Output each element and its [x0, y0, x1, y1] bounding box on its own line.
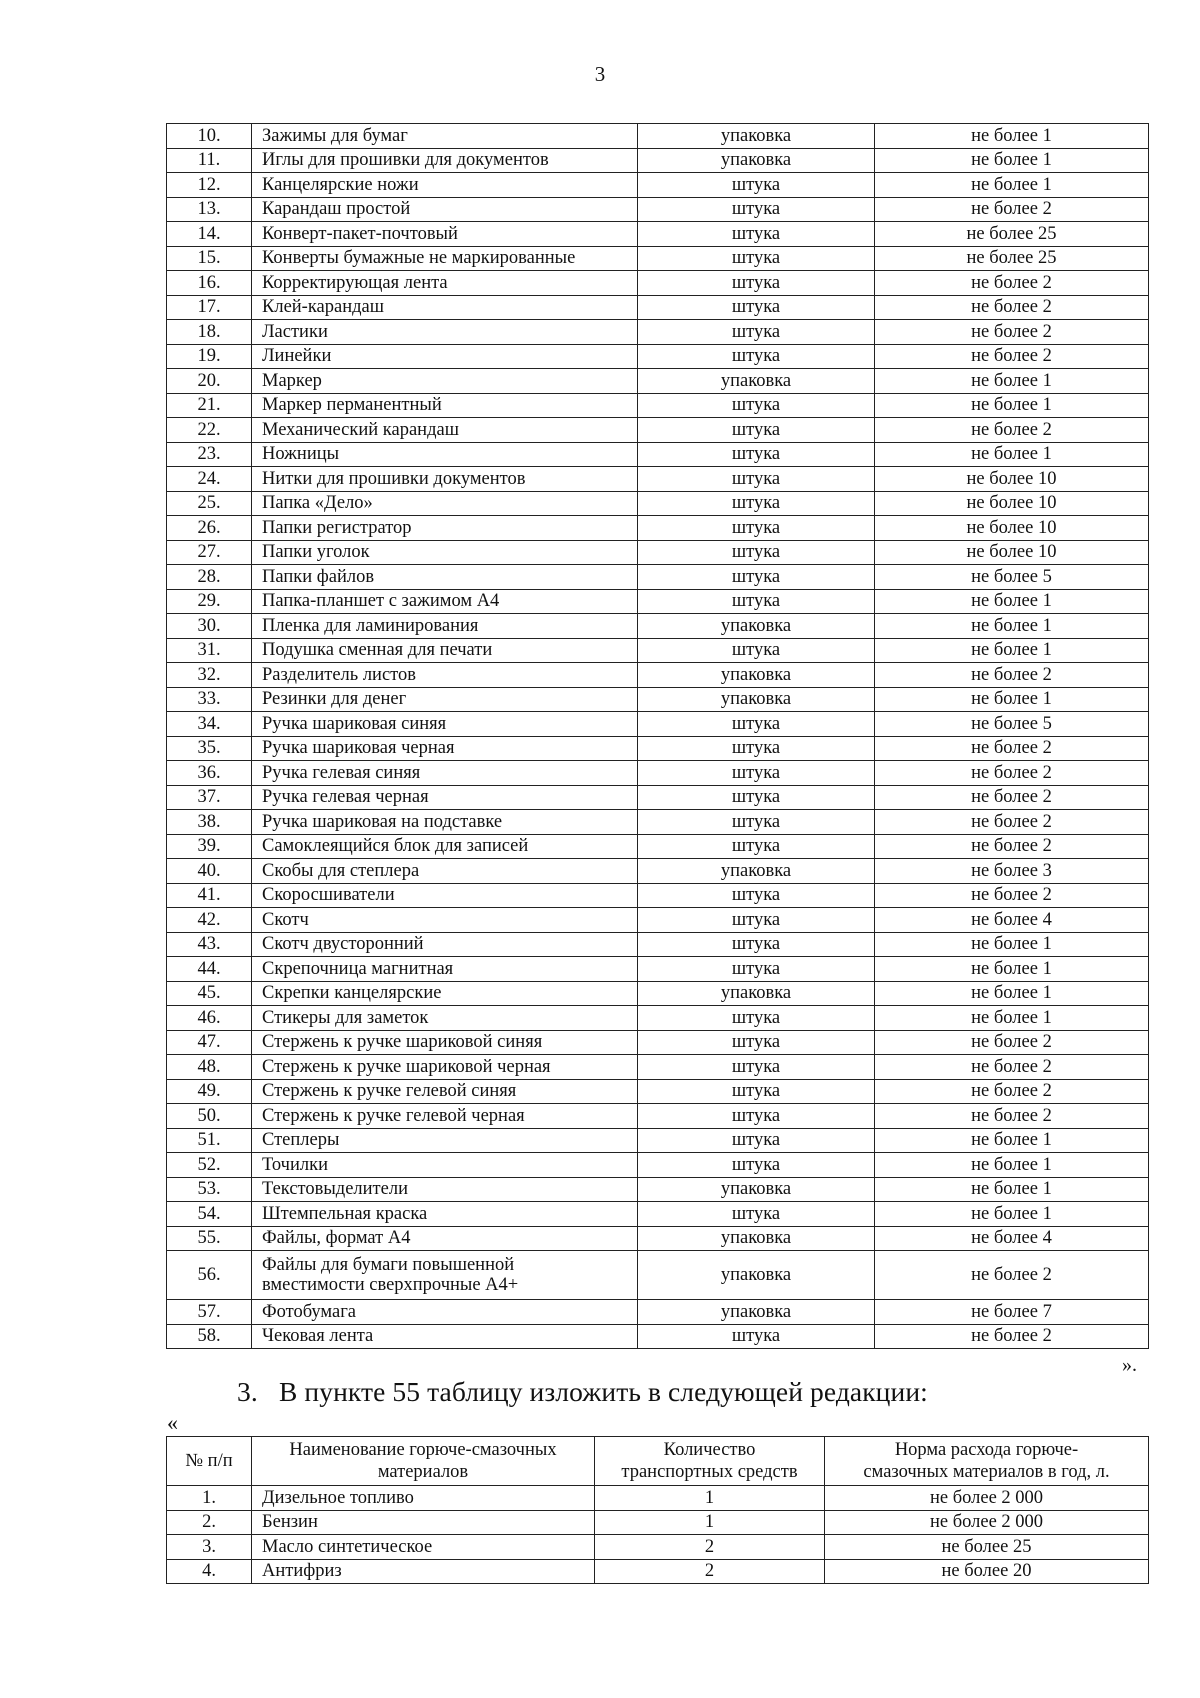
- item-norm: не более 1: [875, 1153, 1149, 1178]
- row-number: 13.: [167, 197, 252, 222]
- table-row: [167, 1177, 1149, 1202]
- item-name: Папки файлов: [252, 565, 638, 590]
- table-row: [167, 393, 1149, 418]
- row-number: 39.: [167, 834, 252, 859]
- item-name: Стержень к ручке гелевой черная: [252, 1104, 638, 1129]
- item-unit: штука: [638, 883, 875, 908]
- item-unit: штука: [638, 1055, 875, 1080]
- item-norm: не более 2: [875, 418, 1149, 443]
- item-name: Текстовыделители: [252, 1177, 638, 1202]
- item-norm: не более 1: [875, 369, 1149, 394]
- item-name: Папка «Дело»: [252, 491, 638, 516]
- item-norm: не более 2: [875, 663, 1149, 688]
- table-row: [167, 1324, 1149, 1349]
- table-row: [167, 271, 1149, 296]
- table-row: [167, 1055, 1149, 1080]
- row-number: 24.: [167, 467, 252, 492]
- table-row: [167, 859, 1149, 884]
- table-row: [167, 540, 1149, 565]
- row-number: 44.: [167, 957, 252, 982]
- item-norm: не более 1: [875, 124, 1149, 149]
- table-row: [167, 565, 1149, 590]
- item-norm: не более 2: [875, 197, 1149, 222]
- item-norm: не более 7: [875, 1300, 1149, 1325]
- item-unit: штука: [638, 1128, 875, 1153]
- item-unit: штука: [638, 491, 875, 516]
- header-norm: [825, 1437, 1149, 1486]
- table-row: [167, 736, 1149, 761]
- item-norm: не более 1: [875, 1202, 1149, 1227]
- fuel-table-header-row: [167, 1437, 1149, 1486]
- item-unit: упаковка: [638, 1300, 875, 1325]
- header-norm-line1: Норма расхода горюче-: [894, 1440, 1079, 1460]
- table-row: [167, 1104, 1149, 1129]
- row-number: 52.: [167, 1153, 252, 1178]
- item-norm: не более 2: [875, 785, 1149, 810]
- item-norm: не более 1: [875, 148, 1149, 173]
- item-name: Иглы для прошивки для документов: [252, 148, 638, 173]
- row-number: 50.: [167, 1104, 252, 1129]
- fuel-name: Антифриз: [252, 1559, 595, 1584]
- item-unit: штука: [638, 712, 875, 737]
- item-unit: упаковка: [638, 124, 875, 149]
- supplies-table: [166, 123, 1149, 1349]
- item-unit: штука: [638, 393, 875, 418]
- table-row: [167, 246, 1149, 271]
- item-name: Ручка шариковая на подставке: [252, 810, 638, 835]
- header-num: № п/п: [167, 1437, 252, 1486]
- table-row: [167, 148, 1149, 173]
- row-number: 21.: [167, 393, 252, 418]
- item-name: Скоросшиватели: [252, 883, 638, 908]
- item-norm: не более 2: [875, 834, 1149, 859]
- table-row: [167, 663, 1149, 688]
- item-name: Ластики: [252, 320, 638, 345]
- item-unit: упаковка: [638, 981, 875, 1006]
- item-unit: штука: [638, 442, 875, 467]
- row-number: 45.: [167, 981, 252, 1006]
- item-norm: не более 1: [875, 393, 1149, 418]
- row-number: 31.: [167, 638, 252, 663]
- item-norm: не более 2: [875, 295, 1149, 320]
- item-norm: не более 2: [875, 810, 1149, 835]
- item-norm: не более 25: [875, 222, 1149, 247]
- item-unit: штука: [638, 516, 875, 541]
- item-norm: не более 1: [875, 1006, 1149, 1031]
- item-unit: упаковка: [638, 614, 875, 639]
- fuel-row-number: 1.: [167, 1486, 252, 1511]
- row-number: 34.: [167, 712, 252, 737]
- row-number: 35.: [167, 736, 252, 761]
- header-name: [252, 1437, 595, 1486]
- item-name: Скрепки канцелярские: [252, 981, 638, 1006]
- item-unit: штука: [638, 908, 875, 933]
- fuel-norm: не более 20: [825, 1559, 1149, 1584]
- vehicle-count: 2: [595, 1559, 825, 1584]
- fuel-norm: не более 25: [825, 1535, 1149, 1560]
- vehicle-count: 1: [595, 1486, 825, 1511]
- header-name-line2: материалов: [377, 1462, 469, 1482]
- row-number: 57.: [167, 1300, 252, 1325]
- item-name: Ручка шариковая черная: [252, 736, 638, 761]
- item-name: Папки регистратор: [252, 516, 638, 541]
- item-norm: не более 2: [875, 1251, 1149, 1300]
- row-number: 55.: [167, 1226, 252, 1251]
- item-unit: штука: [638, 932, 875, 957]
- item-name-name-line2: вместимости сверхпрочные А4+: [262, 1275, 519, 1295]
- table-row: [167, 1559, 1149, 1584]
- paragraph-text: В пункте 55 таблицу изложить в следующей редакции:: [279, 1376, 928, 1407]
- item-norm: не более 1: [875, 173, 1149, 198]
- row-number: 15.: [167, 246, 252, 271]
- table-row: [167, 761, 1149, 786]
- fuel-row-number: 3.: [167, 1535, 252, 1560]
- table-row: [167, 981, 1149, 1006]
- table-row: [167, 197, 1149, 222]
- item-name: Маркер перманентный: [252, 393, 638, 418]
- item-unit: штука: [638, 467, 875, 492]
- table-row: [167, 442, 1149, 467]
- row-number: 26.: [167, 516, 252, 541]
- table-row: [167, 908, 1149, 933]
- item-unit: штука: [638, 1006, 875, 1031]
- item-name: Файлы, формат А4: [252, 1226, 638, 1251]
- row-number: 49.: [167, 1079, 252, 1104]
- header-count: [595, 1437, 825, 1486]
- item-name: Конверт-пакет-почтовый: [252, 222, 638, 247]
- table-row: [167, 834, 1149, 859]
- item-name: Маркер: [252, 369, 638, 394]
- row-number: 41.: [167, 883, 252, 908]
- page-number: 3: [594, 62, 606, 86]
- item-norm: не более 2: [875, 761, 1149, 786]
- header-count-line2: транспортных средств: [621, 1462, 798, 1482]
- table-row: [167, 1510, 1149, 1535]
- item-norm: не более 2: [875, 320, 1149, 345]
- item-unit: штука: [638, 1030, 875, 1055]
- item-unit: штука: [638, 565, 875, 590]
- item-name: Корректирующая лента: [252, 271, 638, 296]
- row-number: 27.: [167, 540, 252, 565]
- item-unit: штука: [638, 1079, 875, 1104]
- item-name: Стержень к ручке гелевой синяя: [252, 1079, 638, 1104]
- item-name: Карандаш простой: [252, 197, 638, 222]
- item-unit: штука: [638, 271, 875, 296]
- item-unit: упаковка: [638, 148, 875, 173]
- fuel-table-body: [167, 1486, 1149, 1584]
- table-row: [167, 1486, 1149, 1511]
- item-name: Линейки: [252, 344, 638, 369]
- item-norm: не более 4: [875, 908, 1149, 933]
- item-norm: не более 1: [875, 957, 1149, 982]
- header-count-line1: Количество: [663, 1440, 756, 1460]
- table-row: [167, 589, 1149, 614]
- item-unit: штука: [638, 197, 875, 222]
- item-name-name-line1: Файлы для бумаги повышенной: [262, 1255, 515, 1275]
- item-norm: не более 10: [875, 467, 1149, 492]
- item-unit: штука: [638, 957, 875, 982]
- item-unit: штука: [638, 418, 875, 443]
- header-name-line1: Наименование горюче-смазочных: [289, 1440, 557, 1460]
- row-number: 11.: [167, 148, 252, 173]
- item-name: Скотч двусторонний: [252, 932, 638, 957]
- item-unit: штука: [638, 320, 875, 345]
- item-unit: штука: [638, 295, 875, 320]
- row-number: 22.: [167, 418, 252, 443]
- table-row: [167, 491, 1149, 516]
- item-norm: не более 2: [875, 1079, 1149, 1104]
- item-norm: не более 1: [875, 932, 1149, 957]
- row-number: 42.: [167, 908, 252, 933]
- item-norm: не более 2: [875, 1104, 1149, 1129]
- item-unit: упаковка: [638, 369, 875, 394]
- item-norm: не более 1: [875, 1177, 1149, 1202]
- item-unit: упаковка: [638, 1226, 875, 1251]
- table-row: [167, 785, 1149, 810]
- row-number: 14.: [167, 222, 252, 247]
- item-name: Скобы для степлера: [252, 859, 638, 884]
- table-row: [167, 516, 1149, 541]
- item-unit: упаковка: [638, 1251, 875, 1300]
- item-norm: не более 25: [875, 246, 1149, 271]
- item-unit: штука: [638, 1324, 875, 1349]
- item-name: Подушка сменная для печати: [252, 638, 638, 663]
- item-name: Нитки для прошивки документов: [252, 467, 638, 492]
- row-number: 25.: [167, 491, 252, 516]
- row-number: 17.: [167, 295, 252, 320]
- item-norm: не более 2: [875, 883, 1149, 908]
- item-unit: штука: [638, 785, 875, 810]
- item-norm: не более 1: [875, 1128, 1149, 1153]
- item-norm: не более 1: [875, 687, 1149, 712]
- item-unit: штука: [638, 1153, 875, 1178]
- row-number: 12.: [167, 173, 252, 198]
- item-name: Ручка шариковая синяя: [252, 712, 638, 737]
- item-unit: штука: [638, 540, 875, 565]
- table-row: [167, 957, 1149, 982]
- item-name: Стержень к ручке шариковой синяя: [252, 1030, 638, 1055]
- table-row: [167, 712, 1149, 737]
- vehicle-count: 2: [595, 1535, 825, 1560]
- item-unit: упаковка: [638, 859, 875, 884]
- item-name: Ножницы: [252, 442, 638, 467]
- item-norm: не более 2: [875, 271, 1149, 296]
- item-name: Ручка гелевая черная: [252, 785, 638, 810]
- item-unit: штука: [638, 222, 875, 247]
- row-number: 53.: [167, 1177, 252, 1202]
- item-norm: не более 2: [875, 1030, 1149, 1055]
- table-row: [167, 1079, 1149, 1104]
- row-number: 28.: [167, 565, 252, 590]
- item-name: Папки уголок: [252, 540, 638, 565]
- table-row: [167, 1251, 1149, 1300]
- item-name: Клей-карандаш: [252, 295, 638, 320]
- row-number: 10.: [167, 124, 252, 149]
- item-norm: не более 2: [875, 736, 1149, 761]
- item-norm: не более 5: [875, 565, 1149, 590]
- item-name: Механический карандаш: [252, 418, 638, 443]
- fuel-name: Масло синтетическое: [252, 1535, 595, 1560]
- row-number: 20.: [167, 369, 252, 394]
- item-name: Зажимы для бумаг: [252, 124, 638, 149]
- item-name: Штемпельная краска: [252, 1202, 638, 1227]
- table-row: [167, 1128, 1149, 1153]
- item-norm: не более 1: [875, 442, 1149, 467]
- item-name: Ручка гелевая синяя: [252, 761, 638, 786]
- item-unit: штука: [638, 1104, 875, 1129]
- item-norm: не более 1: [875, 981, 1149, 1006]
- table-row: [167, 173, 1149, 198]
- item-name: Скотч: [252, 908, 638, 933]
- item-norm: не более 5: [875, 712, 1149, 737]
- table-row: [167, 614, 1149, 639]
- item-unit: штука: [638, 1202, 875, 1227]
- table-row: [167, 467, 1149, 492]
- opening-quote: «: [167, 1410, 178, 1435]
- table-row: [167, 810, 1149, 835]
- fuel-table: [166, 1436, 1149, 1584]
- item-name: Канцелярские ножи: [252, 173, 638, 198]
- item-unit: штука: [638, 344, 875, 369]
- table-row: [167, 1535, 1149, 1560]
- item-norm: не более 2: [875, 1055, 1149, 1080]
- paragraph-number: 3.: [237, 1376, 258, 1407]
- row-number: 36.: [167, 761, 252, 786]
- supplies-table-body: [167, 124, 1149, 1349]
- item-norm: не более 4: [875, 1226, 1149, 1251]
- row-number: 46.: [167, 1006, 252, 1031]
- item-norm: не более 2: [875, 344, 1149, 369]
- row-number: 29.: [167, 589, 252, 614]
- row-number: 30.: [167, 614, 252, 639]
- item-name: [252, 1251, 638, 1300]
- item-unit: штука: [638, 761, 875, 786]
- item-unit: штука: [638, 834, 875, 859]
- item-unit: упаковка: [638, 663, 875, 688]
- fuel-row-number: 2.: [167, 1510, 252, 1535]
- table-row: [167, 1226, 1149, 1251]
- row-number: 38.: [167, 810, 252, 835]
- item-name: Стержень к ручке шариковой черная: [252, 1055, 638, 1080]
- row-number: 56.: [167, 1251, 252, 1300]
- table-row: [167, 320, 1149, 345]
- item-name: Резинки для денег: [252, 687, 638, 712]
- item-norm: не более 10: [875, 540, 1149, 565]
- row-number: 40.: [167, 859, 252, 884]
- item-unit: упаковка: [638, 1177, 875, 1202]
- item-name: Папка-планшет с зажимом А4: [252, 589, 638, 614]
- amendment-paragraph: [237, 1376, 928, 1408]
- row-number: 18.: [167, 320, 252, 345]
- item-name: Точилки: [252, 1153, 638, 1178]
- table-row: [167, 638, 1149, 663]
- item-unit: штука: [638, 736, 875, 761]
- fuel-norm: не более 2 000: [825, 1486, 1149, 1511]
- table-row: [167, 1153, 1149, 1178]
- row-number: 48.: [167, 1055, 252, 1080]
- table-row: [167, 295, 1149, 320]
- header-norm-line2: смазочных материалов в год, л.: [863, 1462, 1110, 1482]
- item-name: Степлеры: [252, 1128, 638, 1153]
- item-name: Конверты бумажные не маркированные: [252, 246, 638, 271]
- item-name: Самоклеящийся блок для записей: [252, 834, 638, 859]
- table-row: [167, 1006, 1149, 1031]
- fuel-name: Бензин: [252, 1510, 595, 1535]
- table-row: [167, 1202, 1149, 1227]
- fuel-name: Дизельное топливо: [252, 1486, 595, 1511]
- item-norm: не более 10: [875, 491, 1149, 516]
- item-name: Стикеры для заметок: [252, 1006, 638, 1031]
- item-unit: упаковка: [638, 687, 875, 712]
- item-name: Чековая лента: [252, 1324, 638, 1349]
- table-row: [167, 1030, 1149, 1055]
- table-row: [167, 687, 1149, 712]
- row-number: 54.: [167, 1202, 252, 1227]
- item-unit: штука: [638, 246, 875, 271]
- row-number: 19.: [167, 344, 252, 369]
- table-row: [167, 1300, 1149, 1325]
- closing-quote: ».: [1122, 1354, 1137, 1376]
- item-norm: не более 2: [875, 1324, 1149, 1349]
- item-norm: не более 10: [875, 516, 1149, 541]
- item-norm: не более 1: [875, 614, 1149, 639]
- row-number: 23.: [167, 442, 252, 467]
- table-row: [167, 344, 1149, 369]
- item-name: Пленка для ламинирования: [252, 614, 638, 639]
- table-row: [167, 369, 1149, 394]
- item-unit: штука: [638, 589, 875, 614]
- vehicle-count: 1: [595, 1510, 825, 1535]
- table-row: [167, 932, 1149, 957]
- item-unit: штука: [638, 810, 875, 835]
- item-unit: штука: [638, 173, 875, 198]
- fuel-norm: не более 2 000: [825, 1510, 1149, 1535]
- table-row: [167, 124, 1149, 149]
- row-number: 37.: [167, 785, 252, 810]
- row-number: 51.: [167, 1128, 252, 1153]
- row-number: 58.: [167, 1324, 252, 1349]
- item-norm: не более 1: [875, 589, 1149, 614]
- row-number: 47.: [167, 1030, 252, 1055]
- row-number: 33.: [167, 687, 252, 712]
- table-row: [167, 418, 1149, 443]
- item-name: Скрепочница магнитная: [252, 957, 638, 982]
- fuel-row-number: 4.: [167, 1559, 252, 1584]
- row-number: 32.: [167, 663, 252, 688]
- row-number: 43.: [167, 932, 252, 957]
- item-unit: штука: [638, 638, 875, 663]
- item-norm: не более 3: [875, 859, 1149, 884]
- item-name: Фотобумага: [252, 1300, 638, 1325]
- item-norm: не более 1: [875, 638, 1149, 663]
- table-row: [167, 883, 1149, 908]
- row-number: 16.: [167, 271, 252, 296]
- table-row: [167, 222, 1149, 247]
- item-name: Разделитель листов: [252, 663, 638, 688]
